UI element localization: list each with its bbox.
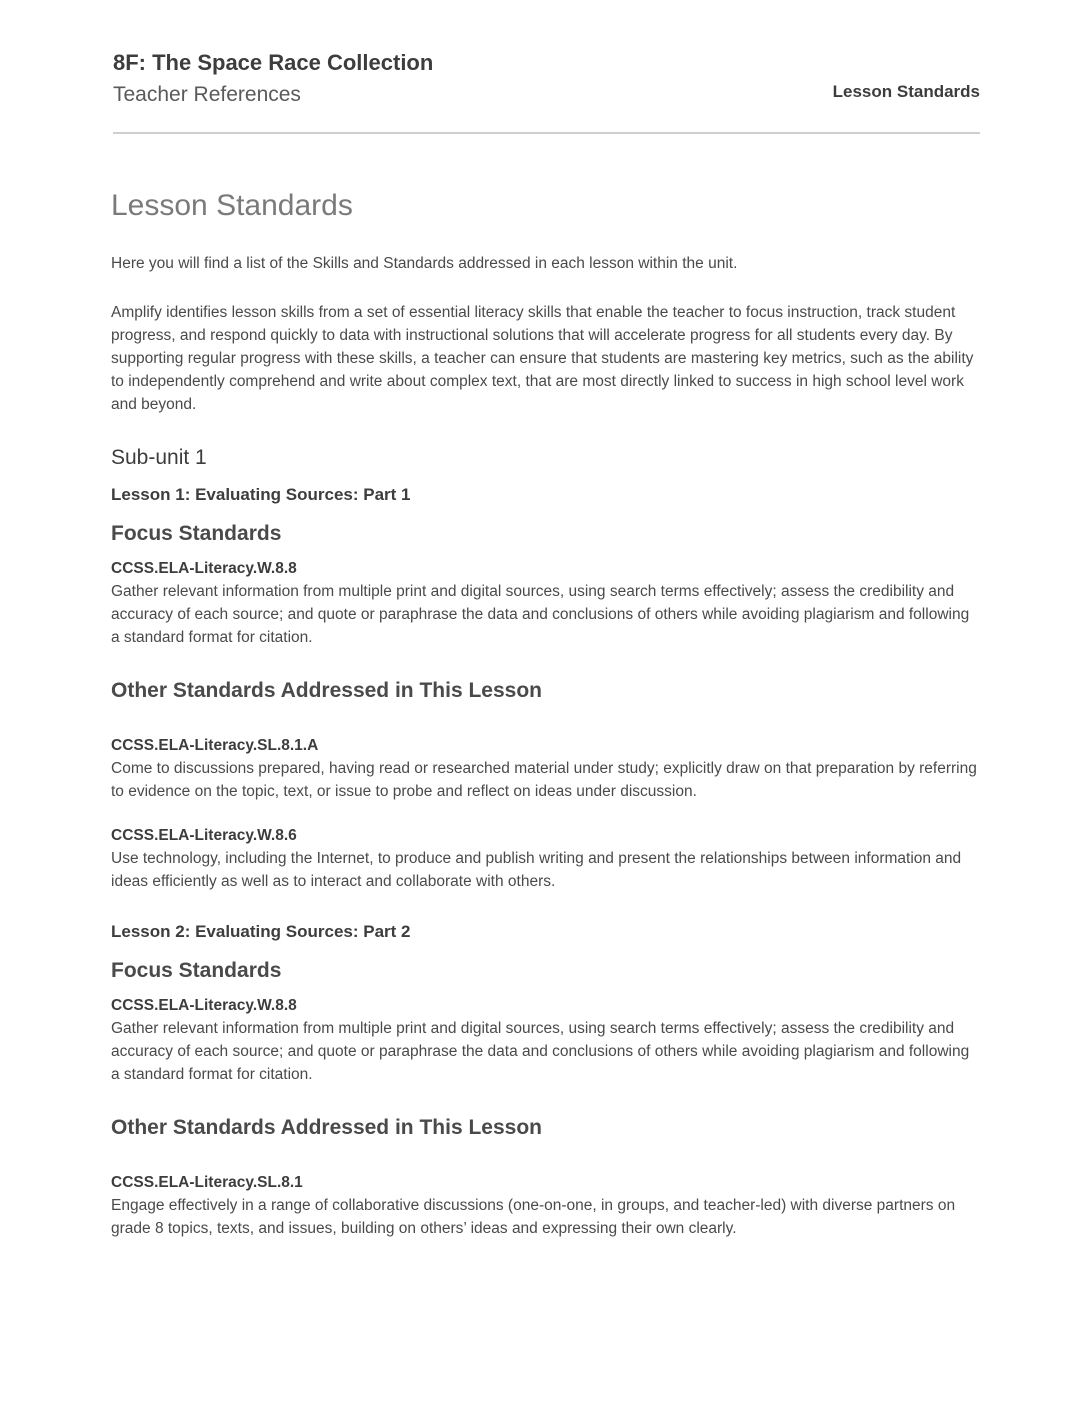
focus-standards-heading: Focus Standards [111, 522, 282, 545]
other-standards-heading: Other Standards Addressed in This Lesson [111, 679, 542, 702]
header-subtitle: Teacher References [113, 83, 301, 106]
standard-code: CCSS.ELA-Literacy.W.8.8 [111, 560, 297, 577]
page-header [113, 0, 980, 134]
standard-code: CCSS.ELA-Literacy.W.8.6 [111, 827, 297, 844]
standard-description: Engage effectively in a range of collaborative discussions (one-on-one, in groups, and teacher-led) with diverse partners on grade 8 topics, texts, and issues, building on others’ ideas and expressing their own clearly. [111, 1197, 956, 1237]
page-title: Lesson Standards [111, 189, 353, 222]
standard-description: Use technology, including the Internet, to produce and publish writing and present the relationships between information and ideas efficiently as well as to interact and collaborate with others. [111, 850, 962, 890]
lesson-section [111, 919, 980, 1240]
header-section-label: Lesson Standards [832, 82, 980, 101]
standard-code: CCSS.ELA-Literacy.SL.8.1.A [111, 737, 319, 754]
lesson-title: Lesson 1: Evaluating Sources: Part 1 [111, 485, 411, 504]
standard-description: Come to discussions prepared, having read or researched material under study; explicitly draw on that preparation by referring to evidence on the topic, text, or issue to probe and reflect on ideas under discussion. [111, 760, 977, 800]
standard-item [111, 995, 980, 1086]
standard-description: Gather relevant information from multiple print and digital sources, using search terms effectively; assess the credibility and accuracy of each source; and quote or paraphrase the data and conclusions of others while avoiding plagiarism and following a standard format for citation. [111, 583, 970, 646]
other-standards-heading: Other Standards Addressed in This Lesson [111, 1116, 542, 1139]
standard-item [111, 1172, 980, 1240]
standard-item [111, 735, 980, 803]
standard-code: CCSS.ELA-Literacy.SL.8.1 [111, 1174, 303, 1191]
intro-paragraph: Amplify identifies lesson skills from a set of essential literacy skills that enable the teacher to focus instruction, track student progress, and respond quickly to data with instructional solutions that will accelerate progress for all students every day. By supporting regular progress with these skills, a teacher can ensure that students are mastering key metrics, such as the ability to independently comprehend and write about complex text, that are most directly linked to success in high school level work and beyond. [111, 304, 974, 413]
focus-standards-heading: Focus Standards [111, 959, 282, 982]
standard-description: Gather relevant information from multiple print and digital sources, using search terms effectively; assess the credibility and accuracy of each source; and quote or paraphrase the data and conclusions of others while avoiding plagiarism and following a standard format for citation. [111, 1020, 970, 1083]
standard-item [111, 825, 980, 893]
collection-title: 8F: The Space Race Collection [113, 50, 434, 75]
standard-code: CCSS.ELA-Literacy.W.8.8 [111, 997, 297, 1014]
intro-paragraph: Here you will find a list of the Skills and Standards addressed in each lesson within the unit. [111, 255, 738, 272]
standard-item [111, 558, 980, 649]
subunit-title: Sub-unit 1 [111, 446, 207, 469]
lesson-section [111, 482, 980, 893]
lesson-title: Lesson 2: Evaluating Sources: Part 2 [111, 922, 411, 941]
